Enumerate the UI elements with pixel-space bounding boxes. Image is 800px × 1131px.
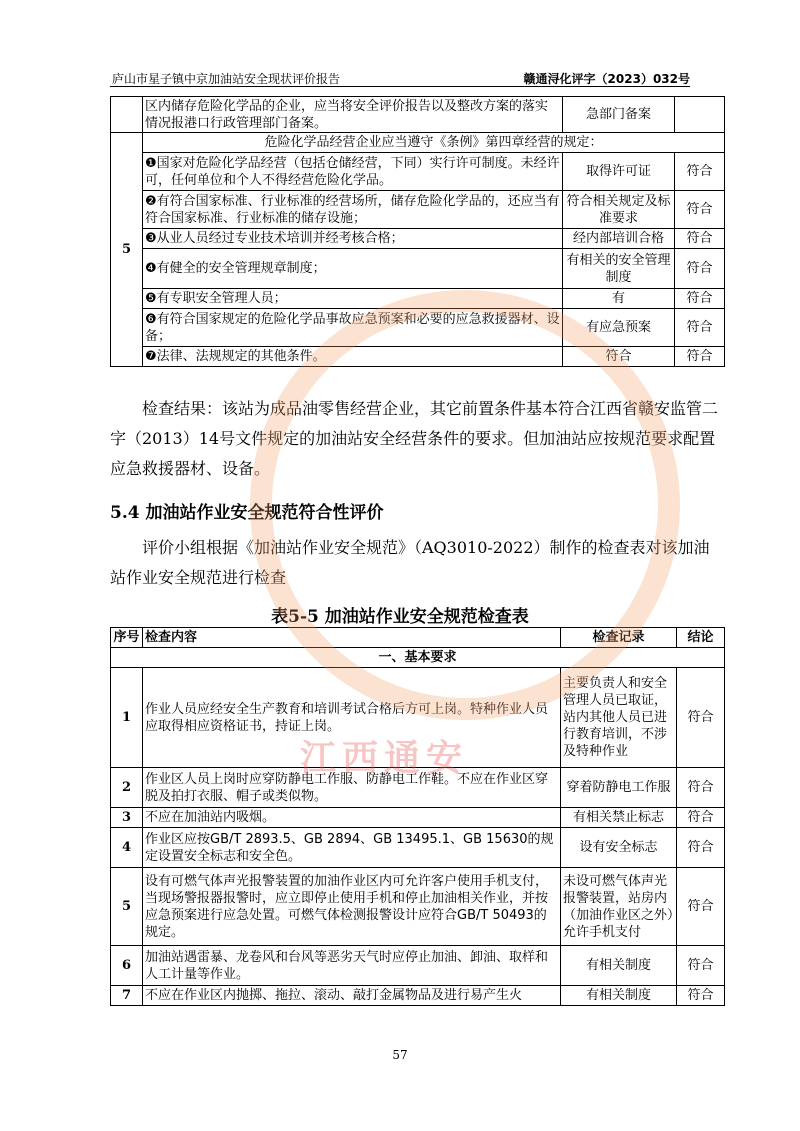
operation-safety-check-table: [110, 627, 725, 1006]
check-result: 符合: [677, 986, 725, 1006]
check-result: 符合: [677, 828, 725, 868]
check-content: ❺有专职安全管理人员；: [143, 289, 563, 309]
table-section-row: [111, 648, 725, 668]
header-record: 检查记录: [561, 628, 677, 648]
table-header-row: [111, 628, 725, 648]
check-record: 经内部培训合格: [563, 229, 675, 249]
check-result: 符合: [675, 191, 725, 229]
check-content: ❸从业人员经过专业技术培训并经考核合格；: [143, 229, 563, 249]
check-content: ❶国家对危险化学品经营（包括仓储经营，下同）实行许可制度。未经许可，任何单位和个人不得经营危险化学品。: [143, 153, 563, 191]
header-content: 检查内容: [143, 628, 561, 648]
check-content: 设有可燃气体声光报警装置的加油作业区内可允许客户使用手机支付，当现场警报器报警时，应立即停止使用手机和停止加油相关作业，并按应急预案进行应急处置。可燃气体检测报警设计应符合GB/T 50493的规定。: [143, 868, 561, 946]
check-content: 区内储存危险化学品的企业，应当将安全评价报告以及整改方案的落实情况报港口行政管理部门备案。: [143, 97, 563, 133]
check-record: 有: [563, 289, 675, 309]
row-number: 5: [111, 868, 143, 946]
check-record: 主要负责人和安全管理人员已取证，站内其他人员已进行教育培训，不涉及特种作业: [561, 668, 677, 768]
page-header: [110, 66, 690, 87]
row-number: 4: [111, 828, 143, 868]
table-row: [111, 133, 725, 153]
header-no: 序号: [111, 628, 143, 648]
table-row: [111, 828, 725, 868]
table-row: [111, 986, 725, 1006]
check-result: 符合: [677, 768, 725, 808]
row-number: 1: [111, 668, 143, 768]
watermark-text: 江西通安: [300, 738, 469, 779]
check-content: 作业区应按GB/T 2893.5、GB 2894、GB 13495.1、GB 15630的规定设置安全标志和安全色。: [143, 828, 561, 868]
check-record: 符合: [563, 347, 675, 367]
check-record: 有相关禁止标志: [561, 808, 677, 828]
check-record: 符合相关规定及标准要求: [563, 191, 675, 229]
check-record: 有相关的安全管理制度: [563, 249, 675, 289]
check-record: 穿着防静电工作服: [561, 768, 677, 808]
table-row: [111, 191, 725, 229]
check-content: 作业区人员上岗时应穿防静电工作服、防静电工作鞋。不应在作业区穿脱及拍打衣服、帽子或类似物。: [143, 768, 561, 808]
check-record: 有相关制度: [561, 946, 677, 986]
check-result: 符合: [675, 153, 725, 191]
check-content: 不应在加油站内吸烟。: [143, 808, 561, 828]
table-row: [111, 229, 725, 249]
check-result: 符合: [675, 289, 725, 309]
check-result: 符合: [675, 229, 725, 249]
evaluation-intro-paragraph: 评价小组根据《加油站作业安全规范》（AQ3010-2022）制作的检查表对该加油站作业安全规范进行检查: [110, 538, 710, 587]
group-heading: 危险化学品经营企业应当遵守《条例》第四章经营的规定：: [143, 133, 725, 153]
check-content: 作业人员应经安全生产教育和培训考试合格后方可上岗。特种作业人员应取得相应资格证书，持证上岗。: [143, 668, 561, 768]
row-number: 5: [111, 133, 143, 367]
check-content: ❻有符合国家规定的危险化学品事故应急预案和必要的应急救援器材、设备；: [143, 309, 563, 347]
check-result: [675, 97, 725, 133]
check-record: 急部门备案: [563, 97, 675, 133]
section-basic-requirements: 一、基本要求: [111, 648, 725, 668]
check-result: 符合: [677, 868, 725, 946]
table-row: [111, 153, 725, 191]
page-number: 57: [392, 1048, 408, 1062]
check-record: 取得许可证: [563, 153, 675, 191]
prerequisite-check-table: [110, 96, 725, 367]
section-title: 5.4 加油站作业安全规范符合性评价: [110, 503, 384, 523]
check-result: 符合: [677, 808, 725, 828]
table-row: [111, 668, 725, 768]
table-row: [111, 289, 725, 309]
header-report-title: 庐山市星子镇中京加油站安全现状评价报告: [112, 72, 341, 86]
table-caption: 表5-5 加油站作业安全规范检查表: [271, 607, 529, 627]
row-number: 7: [111, 986, 143, 1006]
check-content: ❹有健全的安全管理规章制度；: [143, 249, 563, 289]
check-result: 符合: [677, 668, 725, 768]
inspection-result-paragraph: 检查结果：该站为成品油零售经营企业，其它前置条件基本符合江西省赣安监管二字（2013）14号文件规定的加油站安全经营条件的要求。但加油站应按规范要求配置应急救援器材、设备。: [110, 399, 719, 478]
check-content: 加油站遇雷暴、龙卷风和台风等恶劣天气时应停止加油、卸油、取样和人工计量等作业。: [143, 946, 561, 986]
table-row: [111, 768, 725, 808]
row-number: 3: [111, 808, 143, 828]
table-row: [111, 249, 725, 289]
table-row: [111, 97, 725, 133]
table-row: [111, 309, 725, 347]
check-record: 设有安全标志: [561, 828, 677, 868]
table-row: [111, 946, 725, 986]
table-row: [111, 808, 725, 828]
table-row: [111, 868, 725, 946]
check-result: 符合: [675, 309, 725, 347]
check-content: ❼法律、法规规定的其他条件。: [143, 347, 563, 367]
check-result: 符合: [677, 946, 725, 986]
row-number: 6: [111, 946, 143, 986]
check-content: ❷有符合国家标准、行业标准的经营场所，储存危险化学品的，还应当有符合国家标准、行业标准的储存设施；: [143, 191, 563, 229]
row-number: 2: [111, 768, 143, 808]
check-result: 符合: [675, 249, 725, 289]
check-result: 符合: [675, 347, 725, 367]
check-record: 有相关制度: [561, 986, 677, 1006]
table-row: [111, 347, 725, 367]
check-content: 不应在作业区内抛掷、拖拉、滚动、敲打金属物品及进行易产生火: [143, 986, 561, 1006]
header-result: 结论: [677, 628, 725, 648]
check-record: 有应急预案: [563, 309, 675, 347]
header-report-number: 赣通浔化评字（2023）032号: [523, 72, 690, 86]
check-record: 未设可燃气体声光报警装置，站房内（加油作业区之外）允许手机支付: [561, 868, 677, 946]
